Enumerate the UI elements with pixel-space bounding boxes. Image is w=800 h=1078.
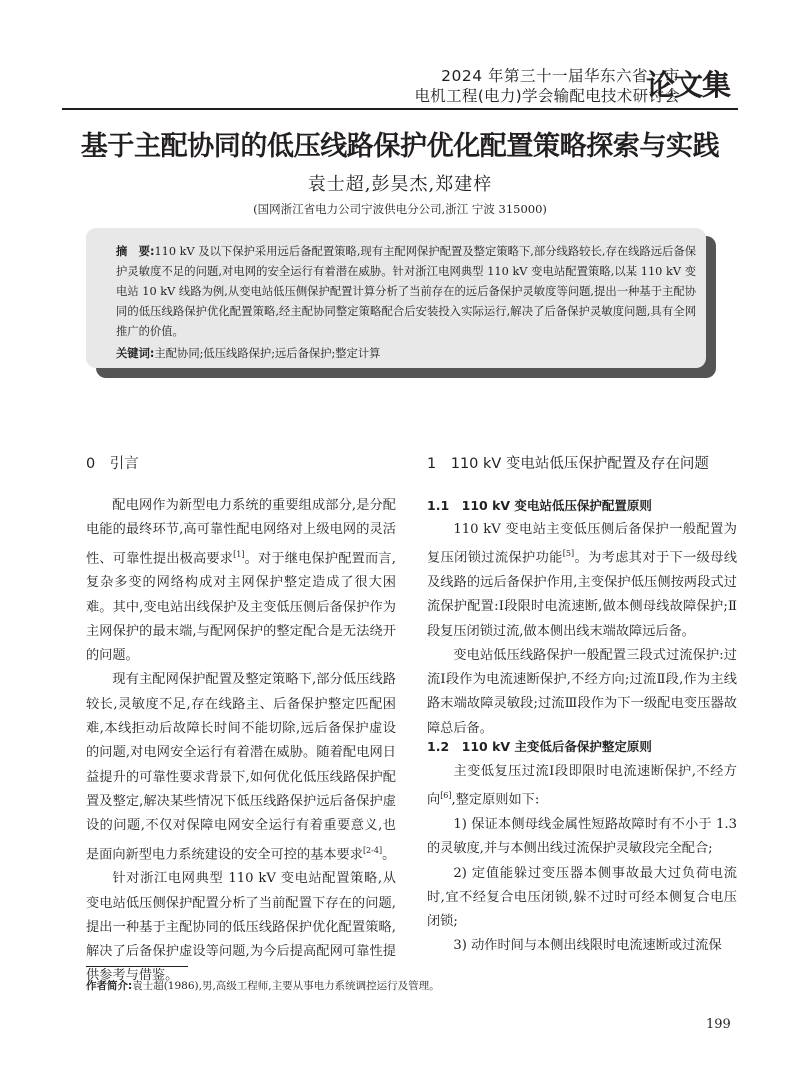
text: 现有主配网保护配置及整定策略下,部分低压线路较长,灵敏度不足,存在线路主、后备保护整定匹配困难,本线拒动后故障长时间不能切除,远后备保护虚设的问题,对电网安全运行有着潜在威胁。随着配电网日益提升的可靠性要求背景下,如何优化低压线路保护配置及整定,解决某些情况下低压线路保护远后备保护虚设的问题,不仅对保障电网安全运行有着重要意义,也是面向新型电力系统建设的安全可控的基本要求 — [86, 672, 396, 862]
subsection-1-2-title: 1.2 110 kV 主变低后备保护整定原则 — [427, 739, 652, 754]
paper-title: 基于主配协同的低压线路保护优化配置策略探索与实践 — [80, 131, 720, 162]
author-footnote — [86, 978, 440, 993]
text: 。对于继电保护配置而言,复杂多变的网络构成对主网保护整定造成了很大困难。其中,变电站出线保护及主变低压侧后备保护作为主网保护的最末端,与配网保护的整定配合是无法绕开的问题。 — [86, 550, 396, 664]
header-rule — [62, 108, 738, 110]
left-column — [86, 494, 396, 989]
paragraph — [86, 668, 396, 867]
section-1-title: 1 110 kV 变电站低压保护配置及存在问题 — [427, 456, 709, 472]
paragraph — [427, 518, 737, 644]
keywords-label: 关键词: — [116, 347, 155, 360]
text: 110 kV 变电站主变低压侧后备保护一般配置为复压闭锁过流保护功能 — [427, 522, 737, 566]
text: 主变低复压过流Ⅰ段即限时电流速断保护,不经方向 — [427, 764, 737, 808]
affiliation: (国网浙江省电力公司宁波供电分公司,浙江 宁波 315000) — [253, 202, 547, 216]
footnote-label: 作者简介: — [86, 980, 133, 992]
citation: [5] — [562, 549, 575, 559]
right-column-part1 — [427, 518, 737, 741]
conference-title-line2: 电机工程(电力)学会输配电技术研讨会 — [414, 87, 680, 105]
paragraph: 变电站低压线路保护一般配置三段式过流保护:过流Ⅰ段作为电流速断保护,不经方向;过流Ⅱ段,作为主线路末端故障灵敏段;过流Ⅲ段作为下一级配电变压器故障总后备。 — [427, 647, 737, 736]
abstract — [116, 242, 696, 342]
abstract-label: 摘 要: — [116, 245, 155, 258]
keywords-text: 主配协同;低压线路保护;远后备保护;整定计算 — [154, 347, 381, 360]
footnote-rule — [86, 966, 188, 967]
page-number: 199 — [706, 1017, 731, 1032]
keywords — [116, 345, 696, 361]
right-column-part2 — [427, 760, 737, 959]
citation: [1] — [233, 549, 245, 559]
list-item: 1) 保证本侧母线金属性短路故障时有不小于 1.3 的灵敏度,并与本侧出线过流保护灵敏段完全配合; — [427, 816, 737, 857]
text: 。 — [382, 846, 396, 862]
subsection-1-1-title: 1.1 110 kV 变电站低压保护配置原则 — [427, 498, 652, 513]
proceedings-label: 论文集 — [645, 68, 730, 102]
citation: [2-4] — [362, 845, 383, 855]
conference-title-line1: 2024 年第三十一届华东六省一市 — [441, 67, 680, 85]
text: ,整定原则如下: — [451, 792, 540, 808]
text: 配电网作为新型电力系统的重要组成部分,是分配电能的最终环节,高可靠性配电网络对上级电网的灵活性、可靠性提出极高要求 — [86, 498, 396, 566]
abstract-text: 110 kV 及以下保护采用远后备配置策略,现有主配网保护配置及整定策略下,部分线路较长,存在线路远后备保护灵敏度不足的问题,对电网的安全运行有着潜在威胁。针对浙江电网典型 110 kV 变电站配置策略,以某 110 kV 变电站 10 kV 线路为例,从变电站低压侧保护配置计算分析了当前存在的远后备保护灵敏度等问题,提出一种基于主配协同的低压线路保护优化配置策略,经主配协同整定策略配合后安装投入实际运行,解决了后备保护灵敏度问题,具有全网推广的价值。 — [116, 245, 696, 338]
paragraph — [427, 760, 737, 813]
authors: 袁士超,彭昊杰,郑建梓 — [307, 174, 493, 195]
list-item: 2) 定值能躲过变压器本侧事故最大过负荷电流时,宜不经复合电压闭锁,躲不过时可经本侧复合电压闭锁; — [427, 865, 737, 930]
list-item: 3) 动作时间与本侧出线限时电流速断或过流保 — [453, 938, 722, 954]
citation: [6] — [440, 791, 452, 801]
text: 。为考虑其对于下一级母线及线路的远后备保护作用,主变保护低压侧按两段式过流保护配置:Ⅰ段限时电流速断,做本侧母线故障保护;Ⅱ段复压闭锁过流,做本侧出线末端故障远后备。 — [427, 550, 738, 639]
footnote-text: 袁士超(1986),男,高级工程师,主要从事电力系统调控运行及管理。 — [132, 980, 440, 992]
paragraph — [86, 494, 396, 668]
paragraph: 针对浙江电网典型 110 kV 变电站配置策略,从变电站低压侧保护配置分析了当前配置下存在的问题,提出一种基于主配协同的低压线路保护优化配置策略,解决了后备保护虚设等问题,为今后提高配网可靠性提供参考与借鉴。 — [86, 871, 396, 984]
section-0-title: 0 引言 — [86, 456, 139, 472]
